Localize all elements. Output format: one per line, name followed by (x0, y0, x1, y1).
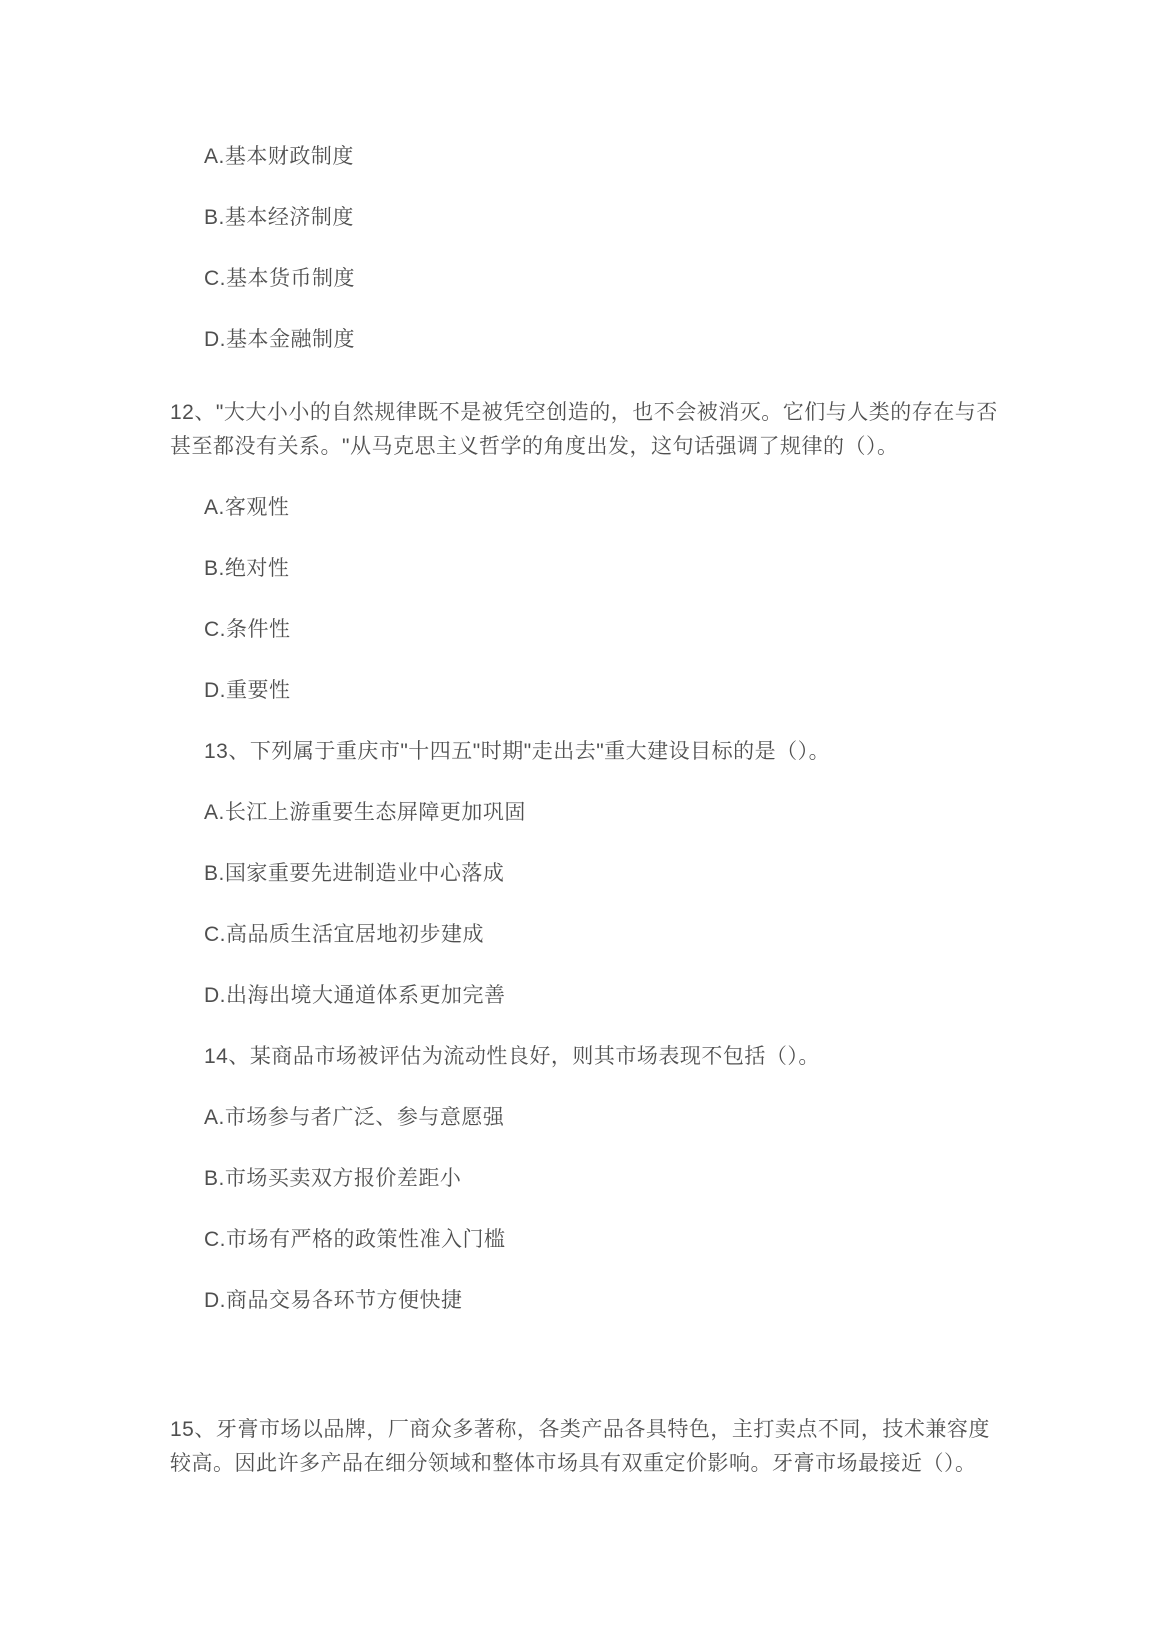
question-11-option-d: D.基本金融制度 (204, 328, 355, 351)
question-12-option-d: D.重要性 (204, 679, 291, 702)
question-14-option-b: B.市场买卖双方报价差距小 (204, 1167, 462, 1190)
question-14-stem: 14、某商品市场被评估为流动性良好，则其市场表现不包括（）。 (204, 1045, 820, 1068)
question-12 (170, 384, 1008, 708)
question-15 (170, 1345, 1008, 1481)
question-13-option-b: B.国家重要先进制造业中心落成 (204, 862, 505, 885)
question-13-stem: 13、下列属于重庆市"十四五"时期"走出去"重大建设目标的是（）。 (204, 740, 831, 763)
question-15-stem: 15、牙膏市场以品牌，厂商众多著称，各类产品各具特色，主打卖点不同，技术兼容度较高。因此许多产品在细分领域和整体市场具有双重定价影响。牙膏市场最接近（）。 (170, 1418, 990, 1475)
question-14-option-a: A.市场参与者广泛、参与意愿强 (204, 1106, 505, 1129)
question-13-option-a: A.长江上游重要生态屏障更加巩固 (204, 801, 526, 824)
question-12-option-c: C.条件性 (204, 618, 291, 641)
question-14-option-c: C.市场有严格的政策性准入门槛 (204, 1228, 506, 1251)
question-13 (170, 735, 1008, 1013)
question-13-option-d: D.出海出境大通道体系更加完善 (204, 984, 506, 1007)
question-11-options (170, 140, 1008, 357)
question-14 (170, 1040, 1008, 1318)
question-11-option-c: C.基本货币制度 (204, 267, 355, 290)
question-11-option-b: B.基本经济制度 (204, 206, 354, 229)
question-12-stem: 12、"大大小小的自然规律既不是被凭空创造的，也不会被消灭。它们与人类的存在与否甚至都没有关系。"从马克思主义哲学的角度出发，这句话强调了规律的（）。 (170, 401, 998, 458)
question-12-option-a: A.客观性 (204, 496, 290, 519)
question-13-option-c: C.高品质生活宜居地初步建成 (204, 923, 484, 946)
question-11-option-a: A.基本财政制度 (204, 145, 354, 168)
question-14-option-d: D.商品交易各环节方便快捷 (204, 1289, 463, 1312)
question-12-option-b: B.绝对性 (204, 557, 290, 580)
